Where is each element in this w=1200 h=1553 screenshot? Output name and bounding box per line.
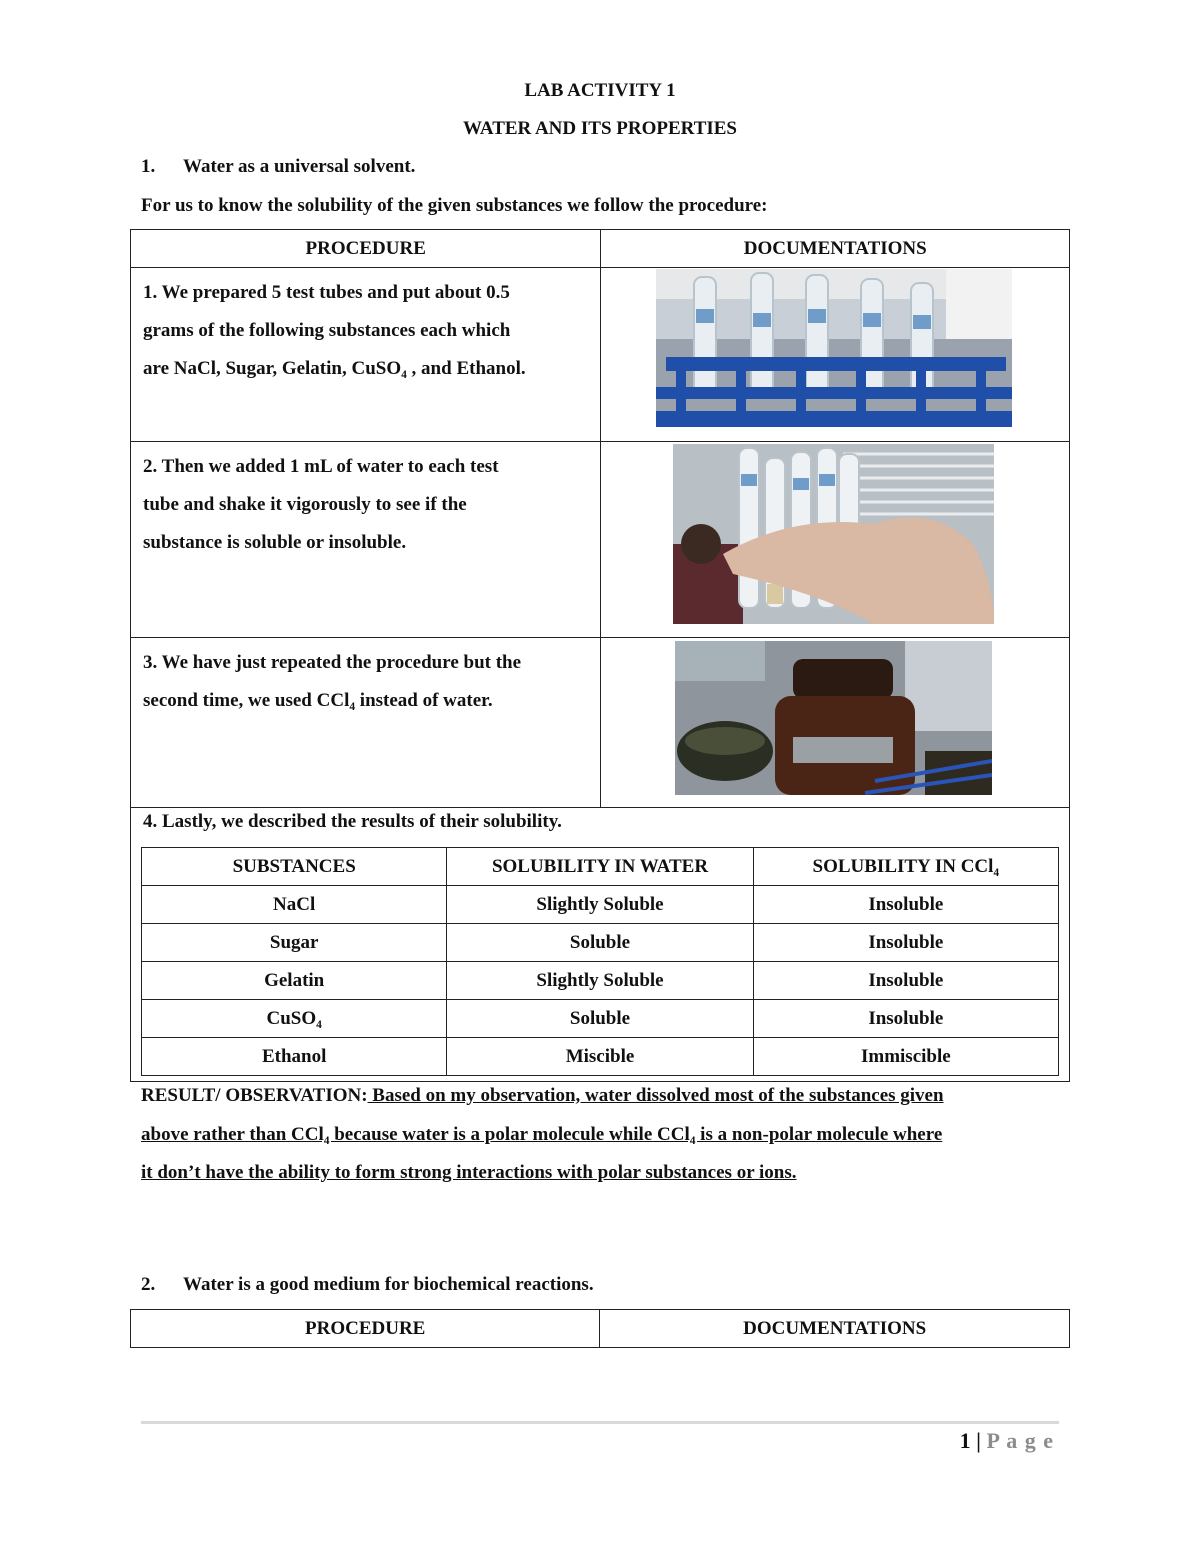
step-1-line: are NaCl, Sugar, Gelatin, CuSO₄ , and Ethanol. (143, 358, 526, 379)
step-2-line: 2. Then we added 1 mL of water to each test (143, 456, 499, 477)
section2-number: 2. (141, 1274, 156, 1295)
step-3-line: 3. We have just repeated the procedure but the (143, 652, 522, 673)
ccl4-solubility-cell: Insoluble (753, 1000, 1058, 1038)
procedure-table-2 (130, 1309, 1070, 1348)
step-2-line: substance is soluble or insoluble. (143, 532, 407, 553)
documentation-header: DOCUMENTATIONS (600, 1310, 1070, 1348)
section1-intro: For us to know the solubility of the given substances we follow the procedure: (141, 195, 768, 216)
substance-cell: Sugar (142, 924, 447, 962)
substance-cell: Ethanol (142, 1038, 447, 1076)
step-3-cell (131, 638, 601, 808)
step-1-line: grams of the following substances each which (143, 320, 511, 341)
substance-cell: CuSO₄ (142, 1000, 447, 1038)
water-solubility-cell: Slightly Soluble (447, 886, 753, 924)
document-title: LAB ACTIVITY 1 (524, 80, 676, 101)
results-header-ccl4: SOLUBILITY IN CCl₄ (753, 848, 1058, 886)
photo-ccl4-bottle (675, 641, 992, 795)
documentation-header: DOCUMENTATIONS (601, 230, 1070, 268)
water-solubility-cell: Slightly Soluble (447, 962, 753, 1000)
table-row (142, 1038, 1059, 1076)
ccl4-solubility-cell: Immiscible (753, 1038, 1058, 1076)
water-solubility-cell: Soluble (447, 924, 753, 962)
result-line: Based on my observation, water dissolved most of the substances given (367, 1085, 944, 1106)
page-label: P a g e (986, 1428, 1054, 1453)
step-3-line: second time, we used CCl₄ instead of water. (143, 690, 493, 711)
result-paragraph (141, 1085, 944, 1107)
results-header-water: SOLUBILITY IN WATER (447, 848, 753, 886)
table-row (142, 962, 1059, 1000)
section2-heading: Water is a good medium for biochemical reactions. (183, 1274, 594, 1295)
footer-divider (141, 1421, 1059, 1424)
ccl4-solubility-cell: Insoluble (753, 924, 1058, 962)
procedure-header: PROCEDURE (131, 1310, 600, 1348)
section1-heading: Water as a universal solvent. (183, 156, 416, 177)
substance-cell: Gelatin (142, 962, 447, 1000)
page-number: 1 (959, 1428, 971, 1453)
document-subtitle: WATER AND ITS PROPERTIES (462, 118, 737, 139)
page-footer (960, 1428, 1054, 1454)
substance-cell: NaCl (142, 886, 447, 924)
step-2-line: tube and shake it vigorously to see if the (143, 494, 467, 515)
results-header-substances: SUBSTANCES (142, 848, 447, 886)
procedure-header: PROCEDURE (131, 230, 601, 268)
ccl4-solubility-cell: Insoluble (753, 886, 1058, 924)
water-solubility-cell: Soluble (447, 1000, 753, 1038)
results-table (141, 847, 1059, 1076)
result-line: it don’t have the ability to form strong interactions with polar substances or ions. (141, 1162, 797, 1183)
footer-separator: | (976, 1428, 981, 1453)
result-line: above rather than CCl₄ because water is a polar molecule while CCl₄ is a non-polar molecule where (141, 1124, 943, 1145)
table-row (142, 924, 1059, 962)
water-solubility-cell: Miscible (447, 1038, 753, 1076)
step-4-line: 4. Lastly, we described the results of their solubility. (143, 811, 562, 832)
step-2-cell (131, 442, 601, 638)
step-1-line: 1. We prepared 5 test tubes and put about 0.5 (143, 282, 510, 303)
photo-test-tubes-rack (656, 269, 1012, 427)
table-row (142, 1000, 1059, 1038)
table-row (142, 886, 1059, 924)
photo-hand-holding-tubes (673, 444, 994, 624)
ccl4-solubility-cell: Insoluble (753, 962, 1058, 1000)
step-1-cell (131, 268, 601, 442)
result-label: RESULT/ OBSERVATION: (141, 1085, 368, 1106)
section1-number: 1. (141, 156, 156, 177)
